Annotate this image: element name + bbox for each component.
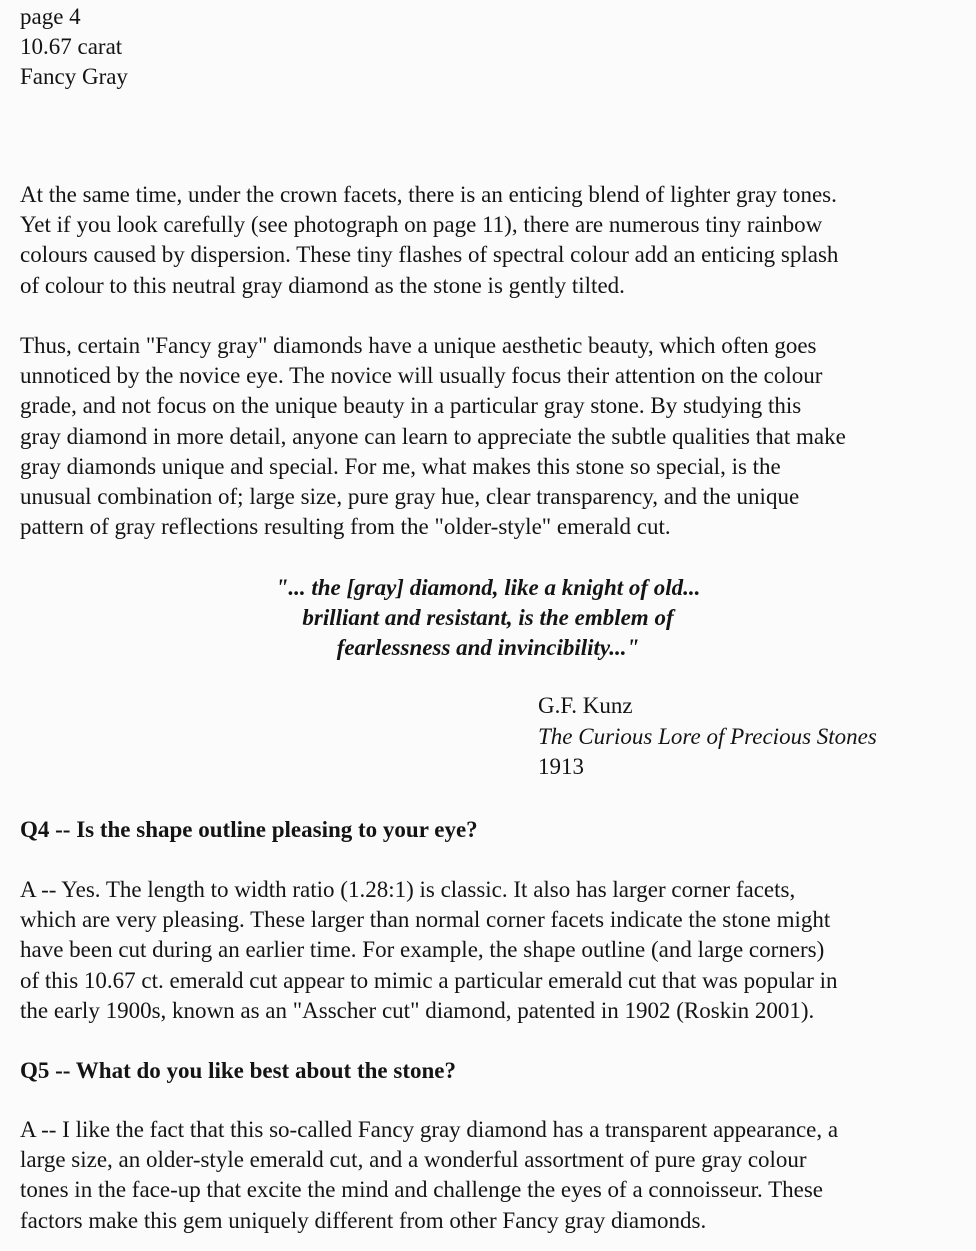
- answer-q5: [20, 1115, 960, 1236]
- quote-line: fearlessness and invincibility...": [336, 635, 640, 660]
- text-line: the early 1900s, known as an "Asscher cut" diamond, patented in 1902 (Roskin 2001).: [20, 997, 815, 1023]
- text-line: A -- I like the fact that this so-called Fancy gray diamond has a transparent appearance, a: [20, 1117, 839, 1142]
- kunz-quote: [0, 573, 976, 663]
- text-line: pattern of gray reflections resulting from the "older-style" emerald cut.: [20, 514, 671, 540]
- question-q5: Q5 -- What do you like best about the stone?: [20, 1058, 456, 1083]
- paragraph-fancy-gray: [20, 331, 960, 542]
- paragraph-crown-facets: [20, 180, 960, 301]
- carat-weight: 10.67 carat: [20, 34, 123, 59]
- question-q4: Q4 -- Is the shape outline pleasing to your eye?: [20, 817, 478, 842]
- text-line: grade, and not focus on the unique beauty in a particular gray stone. By studying this: [20, 393, 802, 419]
- quote-attribution: [538, 691, 877, 783]
- color-grade: Fancy Gray: [20, 64, 128, 89]
- text-line: colours caused by dispersion. These tiny flashes of spectral colour add an enticing splash: [20, 242, 839, 268]
- quote-line: brilliant and resistant, is the emblem of: [302, 605, 674, 630]
- text-line: tones in the face-up that excite the mind and challenge the eyes of a connoisseur. These: [20, 1177, 824, 1203]
- text-line: which are very pleasing. These larger than normal corner facets indicate the stone might: [20, 907, 831, 933]
- text-line: unnoticed by the novice eye. The novice will usually focus their attention on the colour: [20, 363, 823, 389]
- quote-author: G.F. Kunz: [538, 693, 633, 718]
- quote-line: "... the [gray] diamond, like a knight of old...: [275, 575, 701, 600]
- text-line: gray diamond in more detail, anyone can learn to appreciate the subtle qualities that make: [20, 423, 846, 449]
- text-line: large size, an older-style emerald cut, and a wonderful assortment of pure gray colour: [20, 1147, 807, 1173]
- text-line: gray diamonds unique and special. For me, what makes this stone so special, is the: [20, 453, 781, 479]
- quote-year: 1913: [538, 754, 584, 779]
- text-line: Yet if you look carefully (see photograph on page 11), there are numerous tiny rainbow: [20, 212, 823, 238]
- text-line: unusual combination of; large size, pure gray hue, clear transparency, and the unique: [20, 484, 800, 510]
- page-header: [20, 2, 128, 92]
- answer-q4: [20, 875, 960, 1026]
- quote-book-title: The Curious Lore of Precious Stones: [538, 723, 877, 749]
- text-line: of colour to this neutral gray diamond as the stone is gently tilted.: [20, 272, 625, 298]
- text-line: A -- Yes. The length to width ratio (1.28:1) is classic. It also has larger corner facets,: [20, 877, 796, 902]
- text-line: At the same time, under the crown facets, there is an enticing blend of lighter gray tones.: [20, 182, 837, 207]
- text-line: of this 10.67 ct. emerald cut appear to mimic a particular emerald cut that was popular in: [20, 967, 838, 993]
- text-line: Thus, certain "Fancy gray" diamonds have a unique aesthetic beauty, which often goes: [20, 333, 817, 358]
- page-number: page 4: [20, 4, 81, 29]
- text-line: factors make this gem uniquely different from other Fancy gray diamonds.: [20, 1207, 707, 1233]
- text-line: have been cut during an earlier time. For example, the shape outline (and large corners): [20, 937, 825, 963]
